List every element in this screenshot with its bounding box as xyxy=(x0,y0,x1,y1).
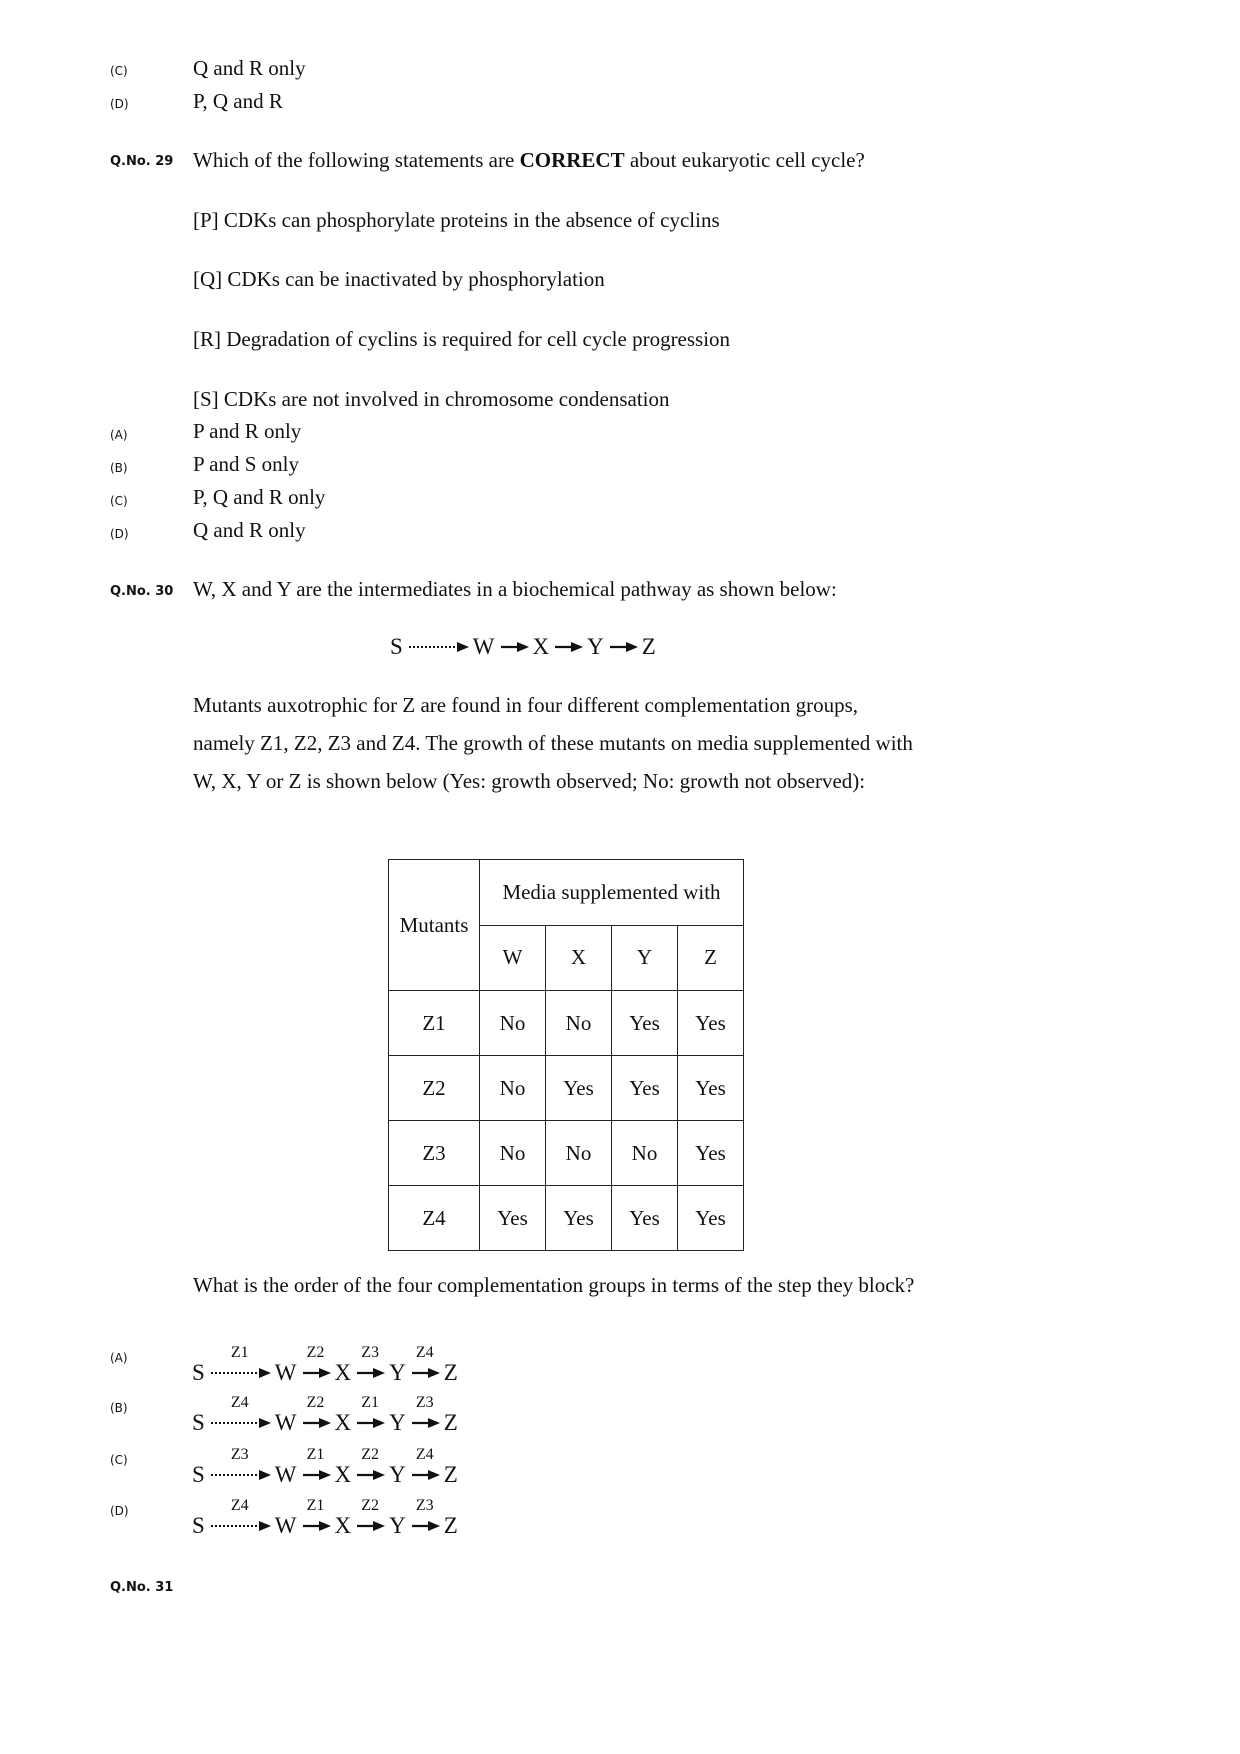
table-row xyxy=(389,1056,744,1121)
pathway-node: S xyxy=(192,1360,205,1385)
option-label-d: (D) xyxy=(110,97,129,111)
pathway-arrow xyxy=(553,641,583,653)
pathway-arrow xyxy=(410,1446,440,1481)
table-cell: Yes xyxy=(678,1186,744,1251)
pathway-arrow xyxy=(301,1497,331,1532)
pathway-arrow xyxy=(355,1344,385,1379)
option-label-c: (C) xyxy=(110,1453,128,1467)
option-pathway-b xyxy=(192,1394,458,1435)
table-column-header: Z xyxy=(678,925,744,991)
table-header-media: Media supplemented with xyxy=(480,860,744,926)
pathway-node: S xyxy=(192,1513,205,1538)
pathway-node: W xyxy=(274,1360,297,1385)
table-cell: Yes xyxy=(678,1056,744,1121)
option-text-b: P and S only xyxy=(193,452,299,476)
block-label: Z3 xyxy=(230,1446,249,1463)
pathway-node: X xyxy=(532,634,550,659)
question-stem: W, X and Y are the intermediates in a biochemical pathway as shown below: xyxy=(193,577,837,601)
table-column-header: Y xyxy=(612,925,678,991)
question-stem-text-end: about eukaryotic cell cycle? xyxy=(624,148,865,172)
pathway-arrow xyxy=(209,1394,271,1429)
arrow-icon xyxy=(608,641,638,653)
pathway-node: S xyxy=(192,1410,205,1435)
pathway-diagram xyxy=(390,635,656,659)
pathway-node: W xyxy=(274,1410,297,1435)
table-cell: Yes xyxy=(612,1056,678,1121)
block-label: Z4 xyxy=(230,1497,249,1514)
block-label: Z4 xyxy=(415,1446,434,1463)
pathway-node: Y xyxy=(389,1360,406,1385)
block-label: Z2 xyxy=(361,1497,380,1514)
pathway-node: W xyxy=(274,1513,297,1538)
question-followup: What is the order of the four complementation groups in terms of the step they block? xyxy=(193,1273,915,1297)
question-number: Q.No. 29 xyxy=(110,154,174,169)
table-row xyxy=(389,991,744,1056)
block-label: Z1 xyxy=(361,1394,380,1411)
table-cell: Yes xyxy=(678,1121,744,1186)
question-stem xyxy=(193,148,865,172)
statement-r: [R] Degradation of cyclins is required for cell cycle progression xyxy=(193,327,731,351)
arrow-icon xyxy=(355,1469,385,1481)
block-label: Z3 xyxy=(415,1394,434,1411)
block-label: Z1 xyxy=(230,1344,249,1361)
pathway-arrow xyxy=(355,1446,385,1481)
pathway-node: S xyxy=(192,1462,205,1487)
table-cell-mutant: Z2 xyxy=(389,1056,480,1121)
option-label-c: (C) xyxy=(110,64,128,78)
block-label: Z3 xyxy=(361,1344,380,1361)
block-label: Z2 xyxy=(306,1344,325,1361)
pathway-arrow xyxy=(355,1394,385,1429)
arrow-icon xyxy=(499,641,529,653)
question-number: Q.No. 30 xyxy=(110,584,174,599)
arrow-icon xyxy=(410,1469,440,1481)
table-cell: Yes xyxy=(546,1056,612,1121)
pathway-arrow xyxy=(410,1497,440,1532)
pathway-node: W xyxy=(274,1462,297,1487)
block-label: Z2 xyxy=(306,1394,325,1411)
table-cell: No xyxy=(612,1121,678,1186)
pathway-arrow xyxy=(301,1394,331,1429)
arrow-icon xyxy=(301,1469,331,1481)
table-cell: No xyxy=(546,991,612,1056)
table-cell: Yes xyxy=(678,991,744,1056)
table-cell-mutant: Z3 xyxy=(389,1121,480,1186)
dotted-arrow-icon xyxy=(209,1469,271,1481)
table-header-mutants: Mutants xyxy=(389,860,480,991)
question-paragraph: Mutants auxotrophic for Z are found in four different complementation groups, namely Z1, Z2, Z3 and Z4. The growth of these mutants on media supplemented with W, X, Y or Z is shown below (Yes: growth observed; No: growth not observed): xyxy=(193,693,913,793)
option-label-c: (C) xyxy=(110,494,128,508)
arrow-icon xyxy=(410,1520,440,1532)
arrow-icon xyxy=(355,1417,385,1429)
arrow-icon xyxy=(301,1417,331,1429)
statement-p: [P] CDKs can phosphorylate proteins in the absence of cyclins xyxy=(193,208,720,232)
pathway-arrow xyxy=(209,1344,271,1379)
option-text-d: Q and R only xyxy=(193,518,306,542)
table-cell: Yes xyxy=(546,1186,612,1251)
option-pathway-d xyxy=(192,1497,458,1538)
growth-table xyxy=(388,859,744,1251)
table-cell: Yes xyxy=(480,1186,546,1251)
pathway-node: X xyxy=(334,1410,352,1435)
table-cell-mutant: Z4 xyxy=(389,1186,480,1251)
table-cell: No xyxy=(546,1121,612,1186)
pathway-arrow xyxy=(499,641,529,653)
pathway-node: X xyxy=(334,1462,352,1487)
table-column-header: W xyxy=(480,925,546,991)
option-label-d: (D) xyxy=(110,527,129,541)
pathway-arrow xyxy=(209,1497,271,1532)
pathway-node: W xyxy=(472,634,495,659)
pathway-arrow xyxy=(410,1344,440,1379)
pathway-node: Z xyxy=(641,634,656,659)
arrow-icon xyxy=(410,1417,440,1429)
pathway-node: Y xyxy=(389,1410,406,1435)
arrow-icon xyxy=(301,1520,331,1532)
option-label-b: (B) xyxy=(110,461,128,475)
table-cell: Yes xyxy=(612,1186,678,1251)
table-cell-mutant: Z1 xyxy=(389,991,480,1056)
statement-s: [S] CDKs are not involved in chromosome condensation xyxy=(193,387,670,411)
arrow-icon xyxy=(355,1520,385,1532)
block-label: Z1 xyxy=(306,1446,325,1463)
option-label-a: (A) xyxy=(110,428,128,442)
pathway-arrow xyxy=(301,1446,331,1481)
table-column-header: X xyxy=(546,925,612,991)
option-label-d: (D) xyxy=(110,1504,129,1518)
pathway-node: Z xyxy=(443,1360,458,1385)
block-label: Z1 xyxy=(306,1497,325,1514)
option-text-c: P, Q and R only xyxy=(193,485,326,509)
option-text-a: P and R only xyxy=(193,419,302,443)
arrow-icon xyxy=(410,1367,440,1379)
question-number: Q.No. 31 xyxy=(110,1580,174,1595)
pathway-node: X xyxy=(334,1513,352,1538)
block-label: Z2 xyxy=(361,1446,380,1463)
pathway-node: Z xyxy=(443,1462,458,1487)
pathway-node: Y xyxy=(389,1513,406,1538)
table-cell: No xyxy=(480,991,546,1056)
question-stem-text: Which of the following statements are xyxy=(193,148,520,172)
pathway-arrow xyxy=(407,641,469,653)
pathway-arrow xyxy=(355,1497,385,1532)
pathway-arrow xyxy=(608,641,638,653)
table-row xyxy=(389,1186,744,1251)
arrow-icon xyxy=(355,1367,385,1379)
pathway-node: Z xyxy=(443,1410,458,1435)
option-label-b: (B) xyxy=(110,1401,128,1415)
dotted-arrow-icon xyxy=(407,641,469,653)
dotted-arrow-icon xyxy=(209,1520,271,1532)
block-label: Z3 xyxy=(415,1497,434,1514)
dotted-arrow-icon xyxy=(209,1417,271,1429)
block-label: Z4 xyxy=(230,1394,249,1411)
table-cell: Yes xyxy=(612,991,678,1056)
table-row xyxy=(389,1121,744,1186)
pathway-arrow xyxy=(209,1446,271,1481)
dotted-arrow-icon xyxy=(209,1367,271,1379)
pathway-node: Y xyxy=(389,1462,406,1487)
option-text-d: P, Q and R xyxy=(193,89,283,113)
statement-q: [Q] CDKs can be inactivated by phosphorylation xyxy=(193,267,605,291)
pathway-node: Z xyxy=(443,1513,458,1538)
block-label: Z4 xyxy=(415,1344,434,1361)
table-cell: No xyxy=(480,1056,546,1121)
pathway-arrow xyxy=(410,1394,440,1429)
option-pathway-a xyxy=(192,1344,458,1385)
pathway-node: S xyxy=(390,634,403,659)
option-label-a: (A) xyxy=(110,1351,128,1365)
question-stem-emphasis: CORRECT xyxy=(519,148,625,172)
option-text-c: Q and R only xyxy=(193,56,306,80)
option-pathway-c xyxy=(192,1446,458,1487)
arrow-icon xyxy=(301,1367,331,1379)
pathway-node: Y xyxy=(587,634,604,659)
pathway-arrow xyxy=(301,1344,331,1379)
table-body xyxy=(389,991,744,1251)
pathway-node: X xyxy=(334,1360,352,1385)
table-cell: No xyxy=(480,1121,546,1186)
arrow-icon xyxy=(553,641,583,653)
